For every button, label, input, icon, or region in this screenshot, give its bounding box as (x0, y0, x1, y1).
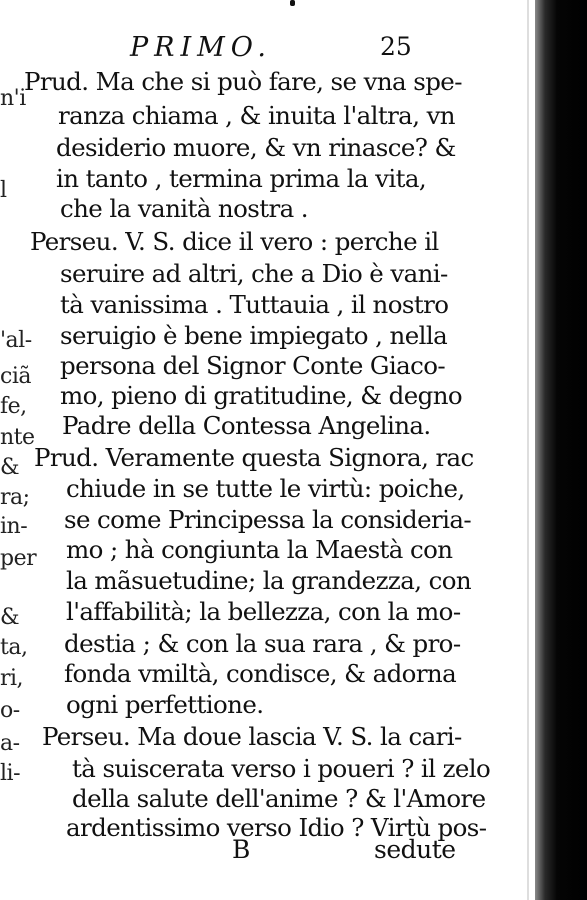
text-line: se come Principessa la consideria- (64, 505, 472, 534)
text-line: Padre della Contessa Angelina. (62, 411, 431, 440)
bleed-fragment: fe, (0, 394, 27, 419)
bleed-fragment: nte (0, 425, 35, 450)
text-line: ardentissimo verso Idio ? Virtù pos- (66, 813, 487, 842)
bleed-fragment: o- (0, 698, 20, 723)
text-line: tà vanissima . Tuttauia , il nostro (60, 290, 449, 319)
bleed-fragment: l (0, 178, 7, 203)
text-line: l'affabilità; la bellezza, con la mo- (66, 597, 461, 626)
bleed-fragment: n'i (0, 86, 26, 111)
text-line: che la vanità nostra . (60, 194, 308, 223)
text-line: persona del Signor Conte Giaco- (60, 351, 446, 380)
text-line: mo ; hà congiunta la Maestà con (66, 535, 453, 564)
bleed-fragment: ri, (0, 666, 24, 691)
bleed-fragment: & (0, 605, 20, 630)
text-line: la mãsuetudine; la grandezza, con (66, 566, 472, 595)
text-line: destia ; & con la sua rara , & pro- (64, 629, 461, 658)
bleed-fragment: per (0, 546, 37, 571)
text-line: seruigio è bene impiegato , nella (60, 321, 448, 350)
bleed-fragment: a- (0, 731, 20, 756)
running-title: PRIMO. (130, 32, 272, 63)
bleed-fragment: li- (0, 761, 21, 786)
text-line: mo, pieno di gratitudine, & degno (60, 381, 463, 410)
text-line: in tanto , termina prima la vita, (56, 164, 427, 193)
bleed-fragment: in- (0, 514, 28, 539)
text-line: Prud. Veramente questa Signora, rac (34, 443, 474, 472)
page-fold-shadow (527, 0, 529, 900)
text-line: Perseu. V. S. dice il vero : perche il (30, 227, 439, 256)
bleed-fragment: & (0, 455, 20, 480)
binding-gutter (535, 0, 587, 900)
text-line: fonda vmiltà, condisce, & adorna (64, 659, 457, 688)
signature-mark: B (232, 835, 251, 864)
catchword: sedute (374, 835, 456, 864)
text-line: ranza chiama , & inuita l'altra, vn (58, 101, 455, 130)
bleed-fragment: ciã (0, 364, 31, 389)
bleed-fragment: ra; (0, 485, 30, 510)
text-line: della salute dell'anime ? & l'Amore (72, 784, 486, 813)
page-number: 25 (380, 32, 412, 61)
text-line: seruire ad altri, che a Dio è vani- (60, 259, 448, 288)
text-line: Prud. Ma che si può fare, se vna spe- (24, 67, 462, 96)
bleed-fragment: ta, (0, 635, 28, 660)
text-line: tà suiscerata verso i poueri ? il zelo (72, 754, 491, 783)
text-line: chiude in se tutte le virtù: poiche, (66, 474, 465, 503)
bleed-fragment: 'al- (0, 328, 32, 353)
text-line: desiderio muore, & vn rinasce? & (56, 133, 456, 162)
text-line: Perseu. Ma doue lascia V. S. la cari- (42, 722, 462, 751)
text-line: ogni perfettione. (66, 690, 264, 719)
ink-speck (290, 0, 295, 6)
